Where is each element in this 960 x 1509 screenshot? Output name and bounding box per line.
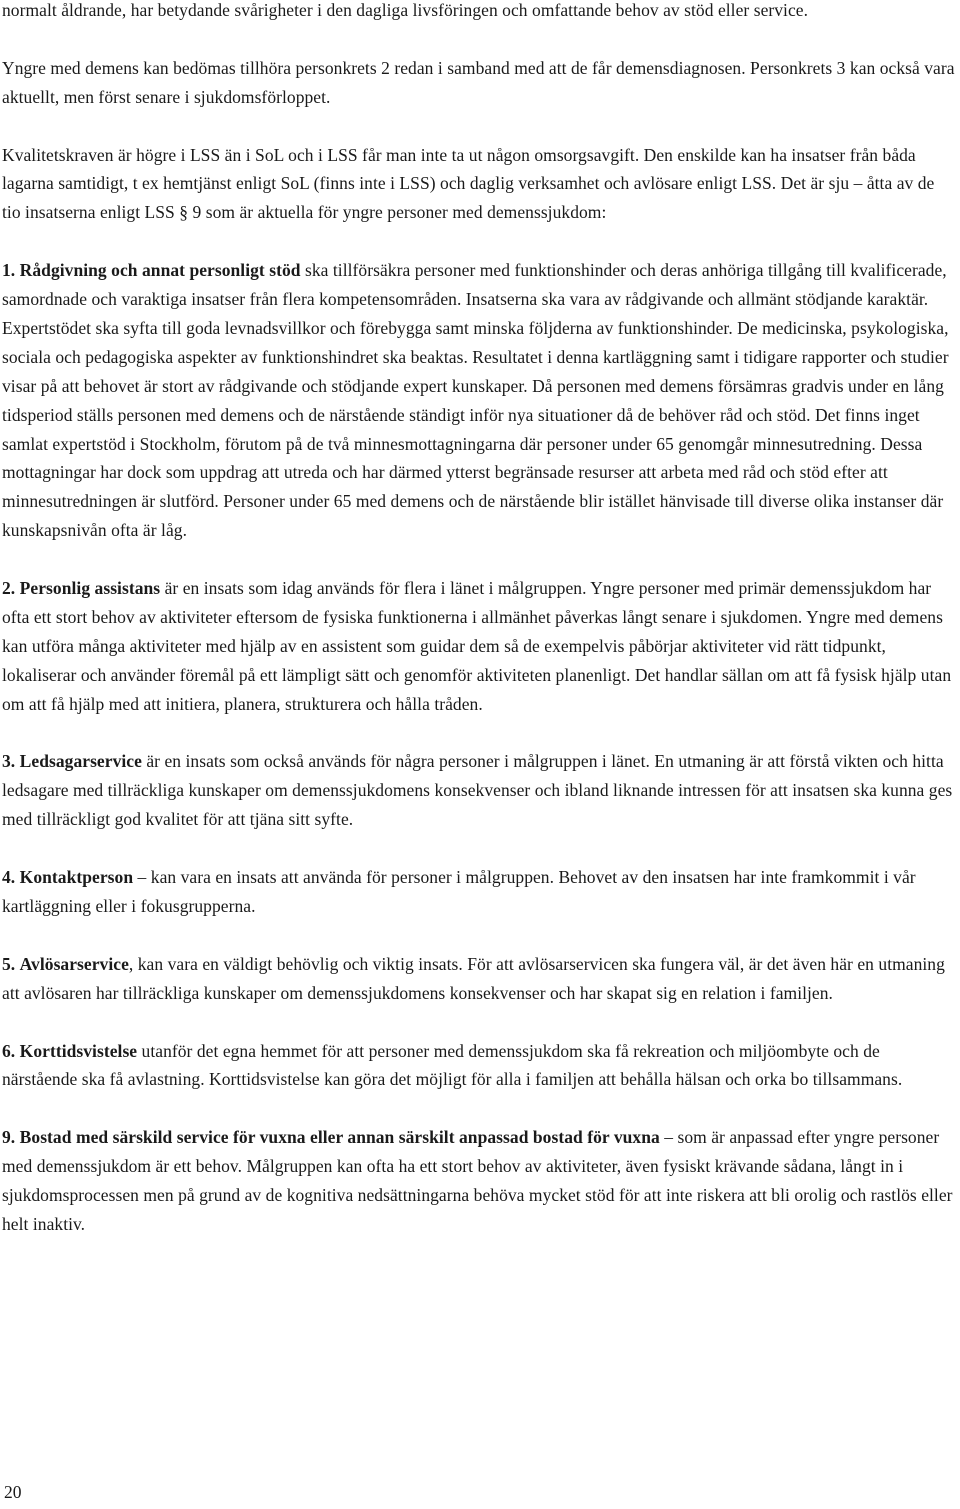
item-text: – som är anpassad efter yngre personer med demenssjukdom är ett behov. Målgruppen kan ofta ha ett stort behov av aktiviteter, även fysiskt krävande sådana, långt in i sjukdomsprocessen men på grund av de kognitiva nedsättningarna behöva mycket stöd för att inte riskera att bli orolig och rastlös eller helt inaktiv. bbox=[2, 1127, 953, 1234]
item-title: Personlig assistans bbox=[19, 578, 161, 599]
list-item-9 bbox=[2, 1123, 957, 1239]
item-text: utanför det egna hemmet för att personer med demenssjukdom ska få rekreation och miljöombyte och de närstående ska få avlastning. Korttidsvistelse kan göra det möjligt för alla i familjen att behålla hälsan och orka bo tillsammans. bbox=[2, 1040, 903, 1090]
item-title: Bostad med särskild service för vuxna eller annan särskilt anpassad bostad för vuxna bbox=[19, 1127, 660, 1148]
item-title: Korttidsvistelse bbox=[19, 1040, 138, 1061]
item-number: 3. bbox=[2, 751, 16, 772]
paragraph-personkrets: Yngre med demens kan bedömas tillhöra personkrets 2 redan i samband med att de får demensdiagnosen. Personkrets 3 kan också vara aktuellt, men först senare i sjukdomsförloppet. bbox=[2, 57, 955, 107]
item-title: Rådgivning och annat personligt stöd bbox=[19, 260, 301, 281]
item-text: är en insats som idag används för flera i länet i målgruppen. Yngre personer med primär demenssjukdom har ofta ett stort behov av aktiviteter eftersom de fysiska funktionerna i allmänhet påverkas långt senare i sjukdomen. Yngre med demens kan utföra många aktiviteter med hjälp av en assistent som guidar dem så de exempelvis påbörjar aktiviteter vid rätt tidpunkt, lokaliserar och använder föremål på ett lämpligt sätt och genomför aktiviteten planenligt. Det handlar sällan om att få fysisk hjälp utan om att få hjälp med att initiera, planera, strukturera och hålla tråden. bbox=[2, 578, 952, 714]
item-number: 9. bbox=[2, 1127, 16, 1148]
item-text: ska tillförsäkra personer med funktionshinder och deras anhöriga tillgång till kvalificerade, samordnade och varaktiga insatser från flera kompetensområden. Insatserna ska vara av rådgivande och allmänt stödjande karaktär. Expertstödet ska syfta till goda levnadsvillkor och förebygga samt minska följderna av funktionshinder. De medicinska, psykologiska, sociala och pedagogiska aspekter av funktionshindret ska beaktas. Resultatet i denna kartläggning samt i tidigare rapporter och studier visar på att behovet är stort av rådgivande och stödjande expert kunskaper. Då personen med demens försämras gradvis under en lång tidsperiod ställs personen med demens och de närstående ständigt inför nya situationer då de behöver råd och stöd. Det finns inget samlat expertstöd i Stockholm, förutom på de två minnesmottagningarna där personer under 65 genomgår minnesutredning. Dessa mottagningar har dock som uppdrag att utreda och har därmed ytterst begränsade resurser att arbeta med råd och stöd efter att minnesutredningen är slutförd. Personer under 65 med demens och de närstående blir istället hänvisade till diverse olika instanser där kunskapsnivån ofta är låg. bbox=[2, 260, 949, 541]
item-title: Avlösarservice bbox=[19, 953, 129, 974]
list-item-1 bbox=[2, 256, 957, 545]
list-item-6 bbox=[2, 1037, 957, 1095]
item-title: Ledsagarservice bbox=[19, 751, 142, 772]
paragraph-kvalitetskrav: Kvalitetskraven är högre i LSS än i SoL och i LSS får man inte ta ut någon omsorgsavgift. Den enskilde kan ha insatser från båda lagarna samtidigt, t ex hemtjänst enligt SoL (finns inte i LSS) och daglig verksamhet och avlösare enligt LSS. Det är sju – åtta av de tio insatserna enligt LSS § 9 som är aktuella för yngre personer med demenssjukdom: bbox=[2, 144, 935, 223]
item-number: 6. bbox=[2, 1040, 16, 1061]
item-number: 2. bbox=[2, 578, 16, 599]
page-number: 20 bbox=[4, 1482, 22, 1502]
document-page bbox=[2, 0, 957, 1268]
item-number: 4. bbox=[2, 867, 16, 888]
item-text: – kan vara en insats att använda för personer i målgruppen. Behovet av den insatsen har inte framkommit i vår kartläggning eller i fokusgrupperna. bbox=[2, 867, 916, 916]
item-title: Kontaktperson bbox=[19, 867, 134, 888]
list-item-5 bbox=[2, 950, 957, 1008]
list-item-4 bbox=[2, 863, 957, 921]
paragraph-intro: normalt åldrande, har betydande svårigheter i den dagliga livsföringen och omfattande behov av stöd eller service. bbox=[2, 0, 809, 20]
list-item-3 bbox=[2, 747, 957, 834]
item-text: , kan vara en väldigt behövlig och viktig insats. För att avlösarservicen ska fungera väl, är det även här en utmaning att avlösaren har tillräckliga kunskaper om demenssjukdomens konsekvenser och har skapat sig en relation i familjen. bbox=[2, 953, 945, 1003]
item-text: är en insats som också används för några personer i målgruppen i länet. En utmaning är att förstå vikten och hitta ledsagare med tillräckliga kunskaper om demenssjukdomens konsekvenser och ibland liknande intressen för att insatsen ska kunna ges med tillräckligt god kvalitet för att tjäna sitt syfte. bbox=[2, 751, 953, 830]
item-number: 5. bbox=[2, 953, 16, 974]
list-item-2 bbox=[2, 574, 957, 719]
item-number: 1. bbox=[2, 260, 16, 281]
